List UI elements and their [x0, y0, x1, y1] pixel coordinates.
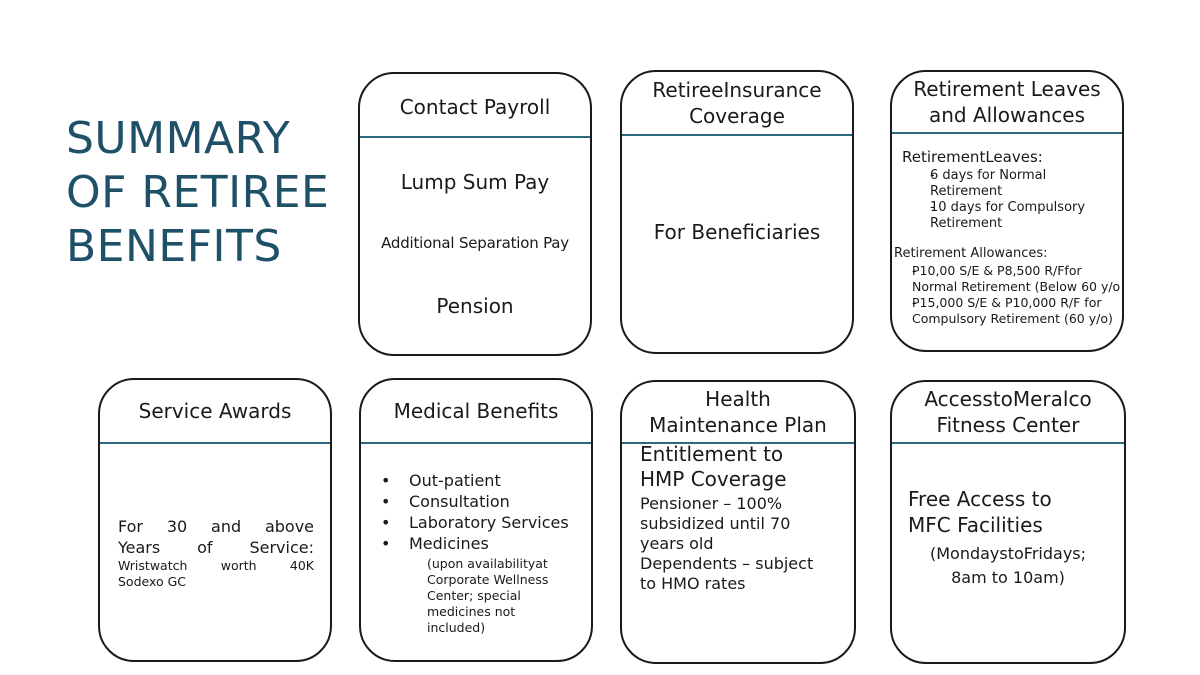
card-heading: [892, 72, 1122, 134]
note-line: included): [427, 620, 486, 635]
card-heading-text: Service Awards: [138, 399, 292, 423]
list-item: [902, 200, 1118, 232]
pension: Pension: [436, 294, 514, 318]
page-title-line: BENEFITS: [66, 221, 282, 272]
hmp-body-line: Pensioner – 100%: [640, 494, 783, 513]
lump-sum-pay: Lump Sum Pay: [400, 170, 550, 194]
hmp-body-line: years old: [640, 534, 714, 553]
list-item: • Medicines: [361, 533, 591, 554]
list-item: • Out-patient: [361, 470, 591, 491]
additional-separation-pay: Additional Separation Pay: [381, 234, 569, 252]
service-line: Years of Service:: [118, 538, 314, 557]
fitness-line: 8am to 10am): [951, 568, 1065, 587]
list-item-text: 10 days for Compulsory: [930, 200, 1086, 215]
hmp-body-line: to HMO rates: [640, 574, 746, 593]
medical-list: [361, 470, 591, 554]
hmp-subheading-line: Entitlement to: [640, 442, 784, 466]
list-item-text: Normal Retirement (Below 60 y/o: [912, 279, 1121, 294]
fitness-line: (MondaystoFridays;: [929, 544, 1087, 563]
service-line: Sodexo GC: [118, 574, 187, 589]
card-heading-text: Medical Benefits: [393, 399, 559, 423]
card-heading: [892, 382, 1124, 444]
card-body: [892, 134, 1122, 350]
card-body: [361, 444, 591, 660]
card-body: [622, 136, 852, 352]
hmp-body-line: Dependents – subject: [640, 554, 814, 573]
fitness-line: Free Access to: [908, 487, 1052, 511]
medical-note: [427, 556, 548, 636]
allowances-label: Retirement Allowances:: [894, 246, 1048, 261]
hmp-body: [640, 494, 813, 594]
card-retirement-leaves: [890, 70, 1124, 352]
card-fitness-center: [890, 380, 1126, 664]
card-heading: [360, 74, 590, 138]
list-item-text: 6 days for Normal: [930, 168, 1047, 183]
card-body: [892, 444, 1124, 662]
for-beneficiaries: For Beneficiaries: [653, 220, 821, 244]
hmp-subheading-line: HMP Coverage: [640, 467, 787, 491]
fitness-access: [908, 486, 1052, 538]
card-medical-benefits: [359, 378, 593, 662]
service-line: Wristwatch worth 40K: [118, 558, 314, 573]
card-heading-text: Maintenance Plan: [649, 413, 827, 437]
allowances-list: [894, 263, 1122, 327]
leaves-list: [902, 168, 1118, 232]
card-heading-text: Contact Payroll: [399, 95, 551, 119]
card-health-maintenance-plan: [620, 380, 856, 664]
note-line: Corporate Wellness: [427, 572, 549, 587]
fitness-line: MFC Facilities: [908, 513, 1043, 537]
list-item: • Laboratory Services: [361, 512, 591, 533]
service-text: [118, 516, 314, 590]
card-heading-text: and Allowances: [928, 103, 1086, 127]
note-line: (upon availabilityat: [427, 556, 548, 571]
card-heading-text: Retirement Leaves: [913, 77, 1101, 101]
page-title-line: SUMMARY: [66, 113, 291, 164]
card-heading: [622, 72, 852, 136]
page-title: [66, 112, 329, 274]
page-title-line: OF RETIREE: [66, 167, 330, 218]
card-heading: [622, 382, 854, 444]
hmp-body-line: subsidized until 70: [640, 514, 791, 533]
list-item-text: P15,000 S/E & P10,000 R/F for: [912, 295, 1102, 310]
list-item-text: Retirement: [930, 216, 1003, 231]
card-heading: [100, 380, 330, 444]
card-heading-text: AccesstoMeralco: [924, 387, 1092, 411]
list-item-text: Compulsory Retirement (60 y/o): [912, 311, 1113, 326]
card-retiree-insurance: [620, 70, 854, 354]
note-line: medicines not: [427, 604, 516, 619]
fitness-hours: [892, 542, 1124, 590]
card-body: [622, 444, 854, 662]
card-heading-text: Coverage: [689, 104, 785, 128]
card-heading-text: Fitness Center: [936, 413, 1080, 437]
list-item-text: P10,00 S/E & P8,500 R/Ffor: [912, 263, 1082, 278]
card-contact-payroll: [358, 72, 592, 356]
card-heading: [361, 380, 591, 444]
card-heading-text: RetireeInsurance: [652, 78, 822, 102]
leaves-label: RetirementLeaves:: [902, 148, 1043, 166]
list-item: [894, 295, 1122, 327]
list-item: [894, 263, 1122, 295]
list-item: • Consultation: [361, 491, 591, 512]
card-body: [360, 138, 590, 354]
note-line: Center; special: [427, 588, 521, 603]
card-service-awards: [98, 378, 332, 662]
service-line: For 30 and above: [118, 517, 314, 536]
list-item: [902, 168, 1118, 200]
card-heading-text: Health: [705, 387, 771, 411]
list-item-text: Retirement: [930, 184, 1003, 199]
hmp-subheading: [640, 442, 787, 492]
card-body: [100, 444, 330, 660]
